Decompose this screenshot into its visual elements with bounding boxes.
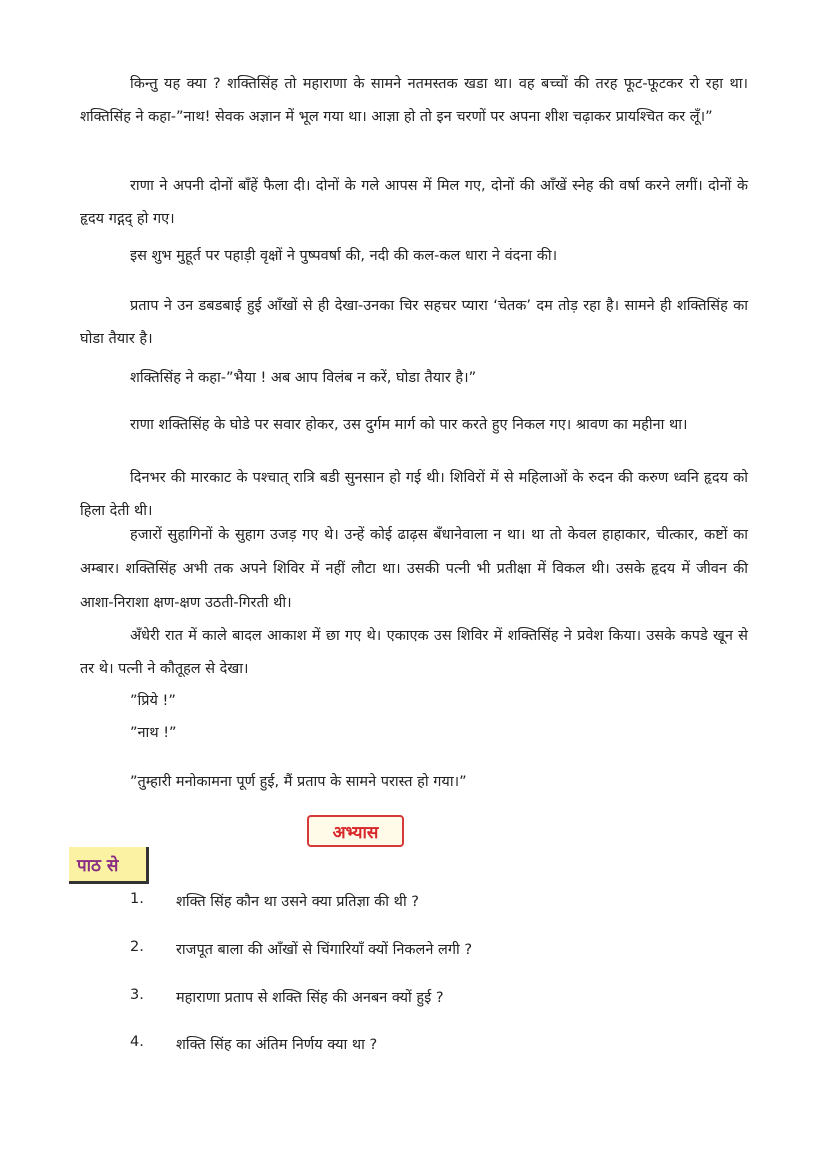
paragraph: राणा शक्तिसिंह के घोडे पर सवार होकर, उस दुर्गम मार्ग को पार करते हुए निकल गए। श्रावण का महीना था। <box>130 417 688 433</box>
paragraph: दिनभर की मारकाट के पश्चात् रात्रि बडी सुनसान हो गई थी। शिविरों में से महिलाओं के रुदन की करुण ध्वनि हृदय को हिला देती थी। <box>80 470 748 519</box>
exercise-heading: अभ्यास <box>307 815 404 847</box>
question-item <box>130 987 444 1007</box>
question-number: 2. <box>130 939 144 955</box>
paragraph: इस शुभ मुहूर्त पर पहाड़ी वृक्षों ने पुष्पवर्षा की, नदी की कल-कल धारा ने वंदना की। <box>130 248 558 264</box>
dialogue-line: ”तुम्हारी मनोकामना पूर्ण हुई, मैं प्रताप के सामने परास्त हो गया।” <box>130 774 467 790</box>
question-item <box>130 939 472 959</box>
paragraph: प्रताप ने उन डबडबाई हुई आँखों से ही देखा-उनका चिर सहचर प्यारा ‘चेतक’ दम तोड़ रहा है। सामने ही शक्तिसिंह का घोडा तैयार है। <box>80 298 748 347</box>
dialogue-line: ”नाथ !” <box>130 725 177 741</box>
question-number: 4. <box>130 1034 144 1050</box>
paragraph: अँधेरी रात में काले बादल आकाश में छा गए थे। एकाएक उस शिविर में शक्तिसिंह ने प्रवेश किया। उसके कपडे खून से तर थे। पत्नी ने कौतूहल से देखा। <box>80 628 748 677</box>
question-text: शक्ति सिंह का अंतिम निर्णय क्या था ? <box>176 1037 378 1053</box>
question-text: शक्ति सिंह कौन था उसने क्या प्रतिज्ञा की थी ? <box>176 894 419 910</box>
dialogue-line: ”प्रिये !” <box>130 693 176 709</box>
paragraph: शक्तिसिंह ने कहा-”भैया ! अब आप विलंब न करें, घोडा तैयार है।” <box>130 370 477 386</box>
question-item <box>130 1034 377 1054</box>
question-number: 3. <box>130 987 144 1003</box>
question-text: महाराणा प्रताप से शक्ति सिंह की अनबन क्यों हुई ? <box>176 990 444 1006</box>
question-number: 1. <box>130 891 144 907</box>
paragraph: हजारों सुहागिनों के सुहाग उजड़ गए थे। उन्हें कोई ढाढ़स बँधानेवाला न था। था तो केवल हाहाकार, चीत्कार, कष्टों का अम्बार। शक्तिसिंह अभी तक अपने शिविर में नहीं लौटा था। उसकी पत्नी भी प्रतीक्षा में विकल थी। उसके हृदय में जीवन की आशा-निराशा क्षण-क्षण उठती-गिरती थी। <box>80 527 748 611</box>
paragraph: राणा ने अपनी दोनों बाँहें फैला दी। दोनों के गले आपस में मिल गए, दोनों की आँखें स्नेह की वर्षा करने लगीं। दोनों के हृदय गद्गद् हो गए। <box>80 178 748 227</box>
question-text: राजपूत बाला की आँखों से चिंगारियाँ क्यों निकलने लगी ? <box>176 942 473 958</box>
section-label: पाठ से <box>69 847 149 884</box>
question-item <box>130 891 419 911</box>
paragraph: किन्तु यह क्या ? शक्तिसिंह तो महाराणा के सामने नतमस्तक खडा था। वह बच्चों की तरह फूट-फूटकर रो रहा था। शक्तिसिंह ने कहा-”नाथ! सेवक अज्ञान में भूल गया था। आज्ञा हो तो इन चरणों पर अपना शीश चढ़ाकर प्रायश्चित कर लूँ।” <box>80 76 748 125</box>
